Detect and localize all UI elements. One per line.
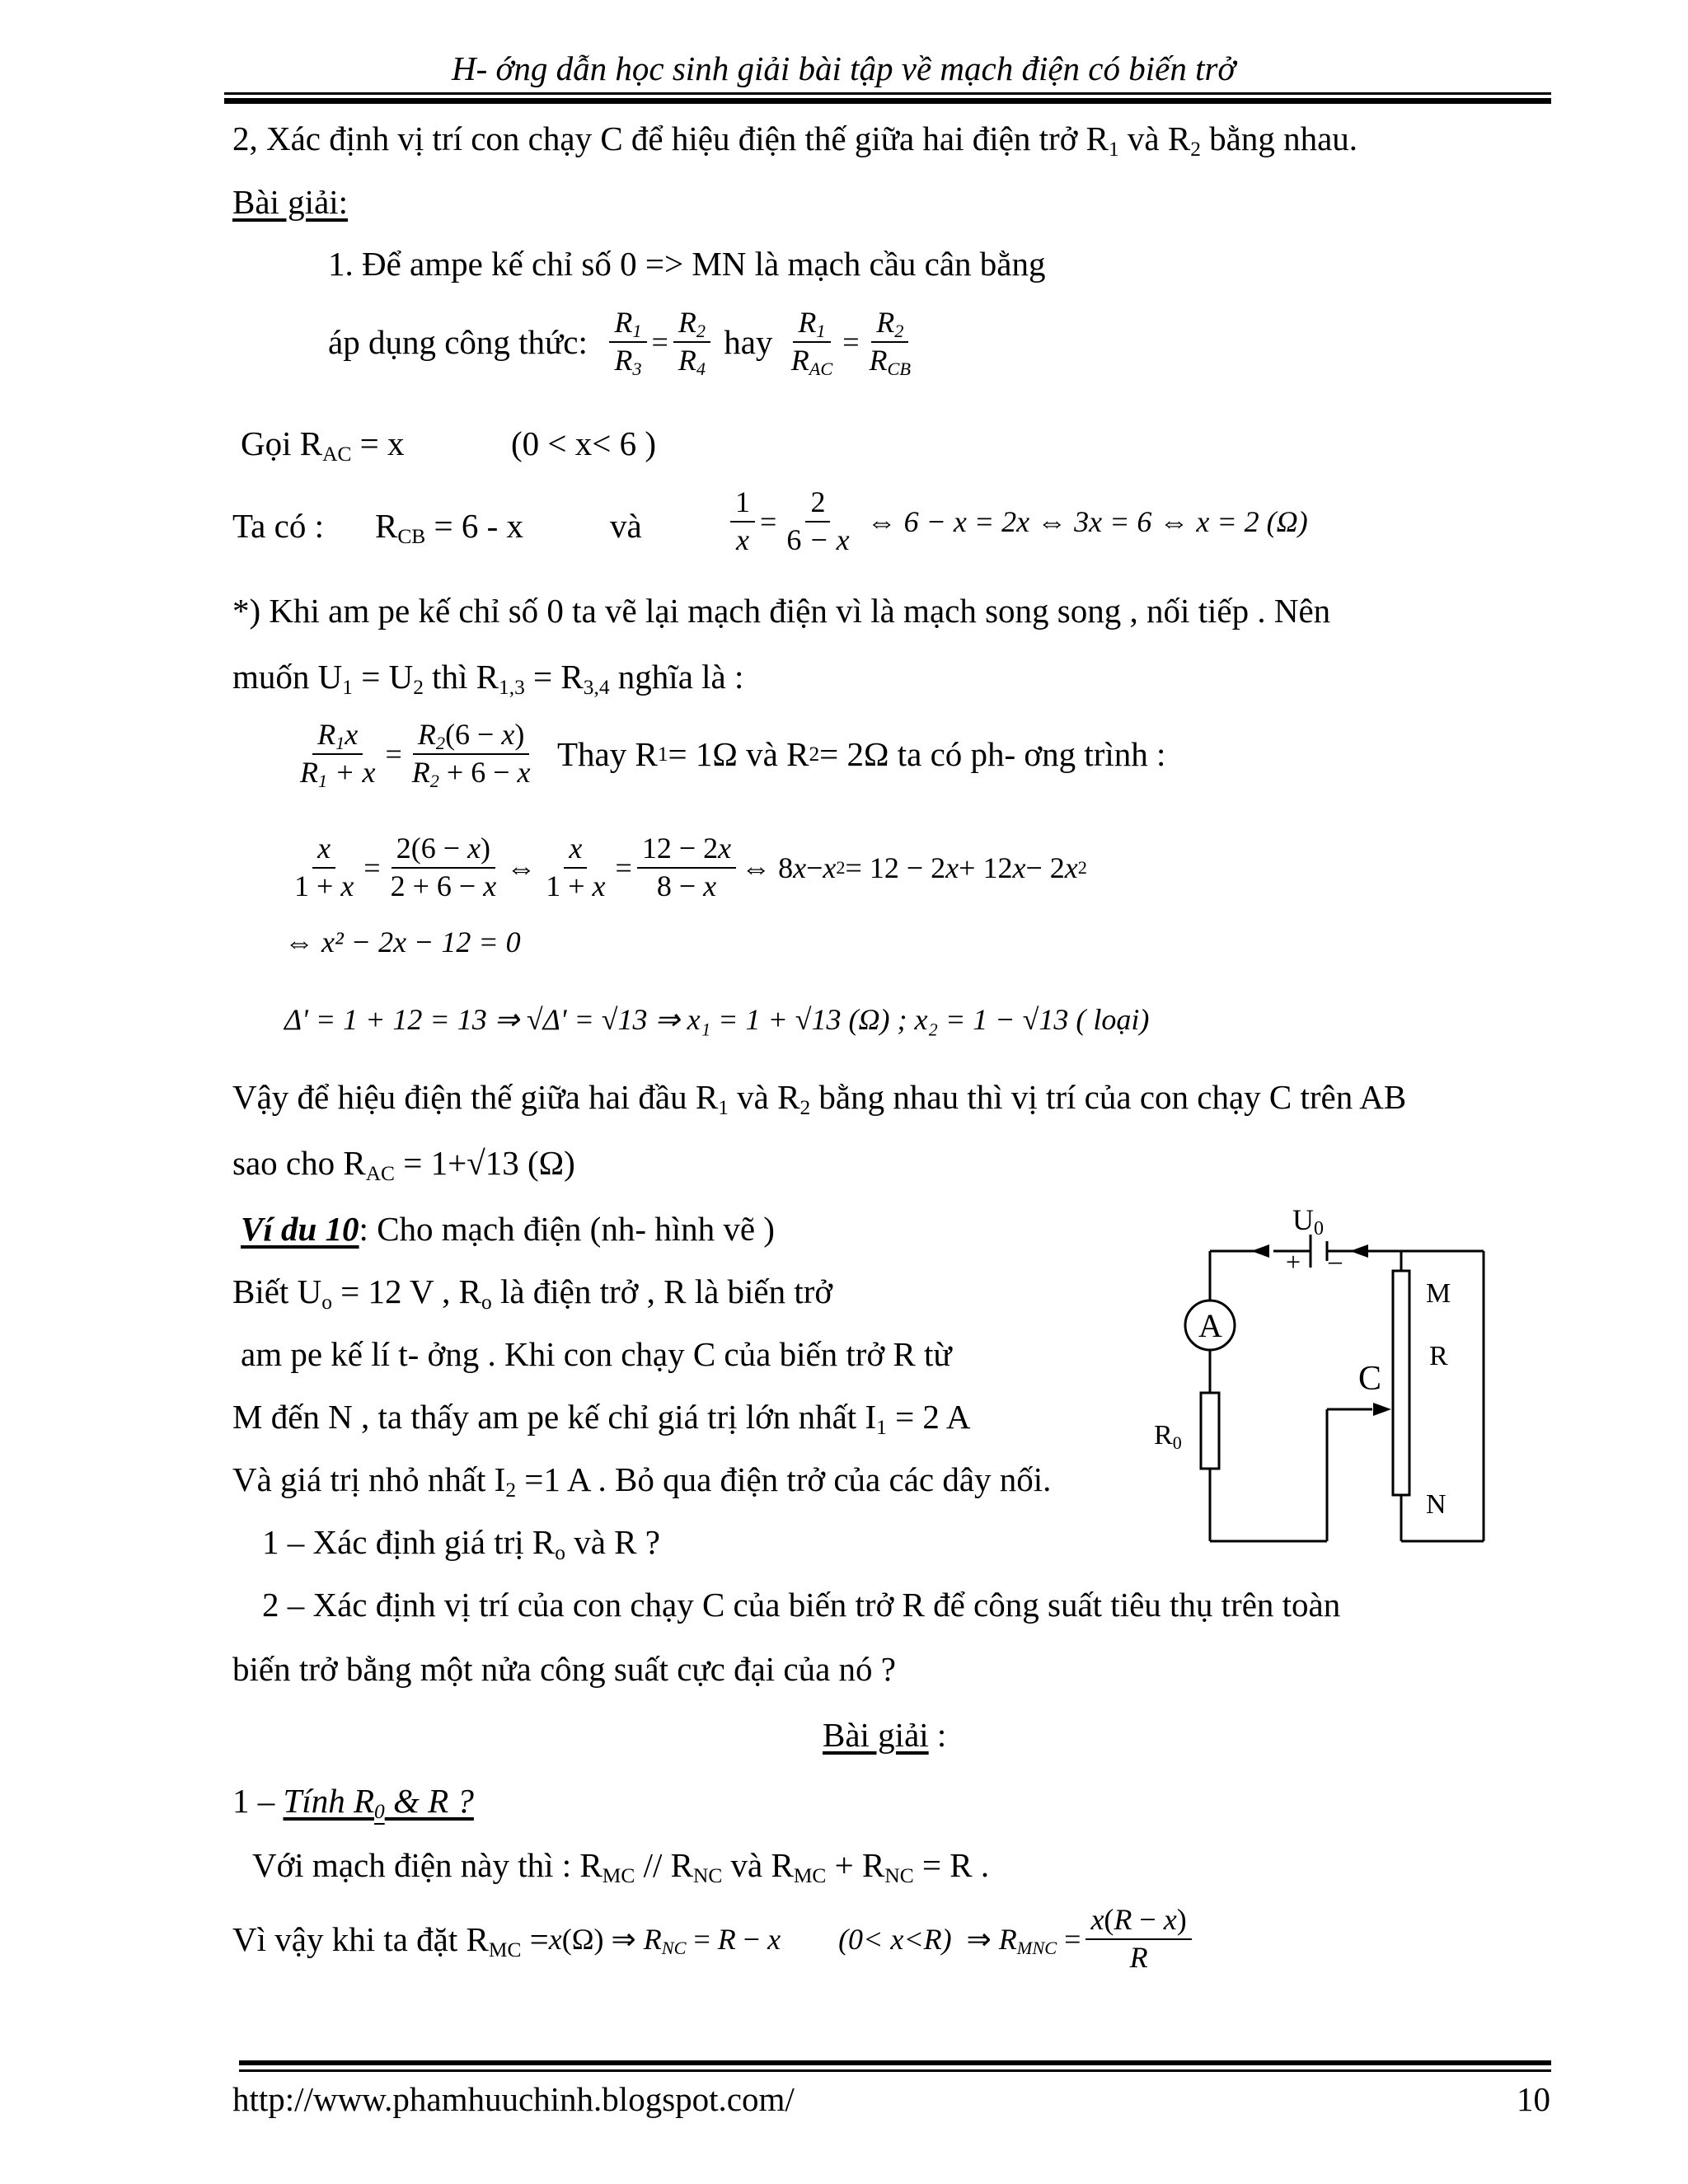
step-1: 1. Để ampe kế chỉ số 0 => MN là mạch cầu cân bằng (328, 245, 1046, 283)
example-heading: Ví du 10: Cho mạch điện (nh- hình vẽ ) (241, 1210, 775, 1248)
header-rule-thick (224, 98, 1551, 104)
equation-line: $\frac{x}{1 + x}$ = $\frac{2(6 - x)}{2 + 6 - x}$ ⇔ $\frac{x}{1 + x}$ = $\frac{12 - 2x}{8 - x}$ ⇔ 8 x − x 2 = 12 − 2 x + 12 x − 2 x 2 (294, 832, 1087, 902)
we-have-label: Ta có : (232, 507, 324, 545)
substitution-line: $\frac{R_1x}{R_1 + x}$ = $\frac{R_2(6 - x)}{R_2 + 6 - x}$ Thay R 1 = 1Ω và R 2 = 2Ω ta có ph- ơng trình : (300, 718, 1166, 791)
quadratic-equation: ⇔ x² − 2x − 12 = 0 (284, 926, 521, 958)
question-2-line-1: 2 – Xác định vị trí của con chạy C của biến trở R để công suất tiêu thụ trên toàn (262, 1586, 1341, 1624)
question-2-line-2: biến trở bằng một nửa công suất cực đại của nó ? (232, 1650, 897, 1688)
fraction-equation: $\frac{1}{x}$ = $\frac{2}{6 - x}$ ⇔ 6 − x = 2x ⇔ 3x = 6 ⇔ x = 2 (Ω) (725, 486, 1308, 556)
example-line-1: Biết $U_o = 12$ V , $R_o$ là điện trở , R là biến trở (232, 1272, 833, 1315)
r0-label: R0 (1154, 1420, 1182, 1453)
circuit-diagram (1154, 1203, 1615, 1549)
formula-line: áp dụng công thức: $\frac{R_1}{R_3}$ = $\frac{R_2}{R_4}$ hay $\frac{R_1}{R_{AC}}$ = $\frac{R_2}{R_{CB}}$ (328, 306, 912, 379)
set-variable-line: Vì vậy khi ta đặt $R_{MC}$ = x(Ω) ⇒ $R_{NC} = R - x$ (0< x<R) ⇒ $R_{MNC}$ = $\frac{x(R - x)}{R}$ (232, 1904, 1197, 1974)
footer-url[interactable]: http://www.phamhuuchinh.blogspot.com/ (232, 2080, 795, 2118)
end-m-label: M (1426, 1278, 1451, 1309)
let-rac: Gọi $R_{AC} = x$ (241, 424, 405, 466)
and-word: và (610, 507, 642, 545)
slider-c-label: C (1358, 1360, 1382, 1398)
part1-label: 1 – Tính $R_0$ & R ? (232, 1782, 474, 1824)
end-n-label: N (1426, 1489, 1447, 1520)
ammeter-label: A (1198, 1307, 1222, 1344)
solution-label-2: Bài giải : (823, 1716, 947, 1754)
range-1: (0 < x< 6 ) (511, 424, 657, 462)
rcb-expression: $R_{CB} = 6 - x$ (375, 507, 524, 549)
example-line-4: Và giá trị nhỏ nhất $I_2 =1$ A . Bỏ qua điện trở của các dây nối. (232, 1460, 1052, 1502)
conclusion-line-2: sao cho $R_{AC} = 1+√13$ (Ω) (232, 1144, 575, 1186)
u0-label: U0 (1292, 1203, 1324, 1240)
solution-label: Bài giải: (232, 183, 349, 221)
footer-rule-thick (239, 2060, 1551, 2065)
circuit-relation: Với mạch điện này thì : $R_{MC} // R_{NC}$ và $R_{MC} + R_{NC} = R$ . (252, 1846, 990, 1888)
example-line-2: am pe kế lí t- ởng . Khi con chạy C của biến trở R từ (241, 1335, 952, 1373)
conclusion-line-1: Vậy để hiệu điện thế giữa hai đầu $R_1$ và $R_2$ bằng nhau thì vị trí của con chạy C trên AB (232, 1078, 1407, 1120)
note-line-1: *) Khi am pe kế chỉ số 0 ta vẽ lại mạch điện vì là mạch song song , nối tiếp . Nên (232, 592, 1331, 630)
page-number: 10 (1517, 2080, 1550, 2118)
battery-minus: – (1329, 1245, 1342, 1275)
battery-plus: + (1286, 1247, 1301, 1277)
example-line-3: M đến N , ta thấy am pe kế chỉ giá trị lớn nhất $I_1 = 2$ A (232, 1398, 971, 1440)
part2-question: 2, Xác định vị trí con chạy C để hiệu điện thế giữa hai điện trở $R_1$ và $R_2$ bằng nhau. (232, 120, 1358, 162)
note-line-2: muốn $U_1 = U_2$ thì $R_{1,3} = R_{3,4}$ nghĩa là : (232, 658, 744, 700)
delta-line: Δ' = 1 + 12 = 13 ⇒ √Δ' = √13 ⇒ x₁ = 1 + √13 (Ω) ; x₂ = 1 − √13 ( loại) (284, 1003, 1150, 1036)
variable-r-label: R (1429, 1341, 1448, 1371)
question-1: 1 – Xác định giá trị $R_o$ và R ? (262, 1523, 660, 1565)
page-header-title: H- ớng dẫn học sinh giải bài tập về mạch điện có biến trở (452, 49, 1236, 87)
header-rule-thin (224, 92, 1551, 95)
footer-rule-thin (239, 2069, 1551, 2072)
